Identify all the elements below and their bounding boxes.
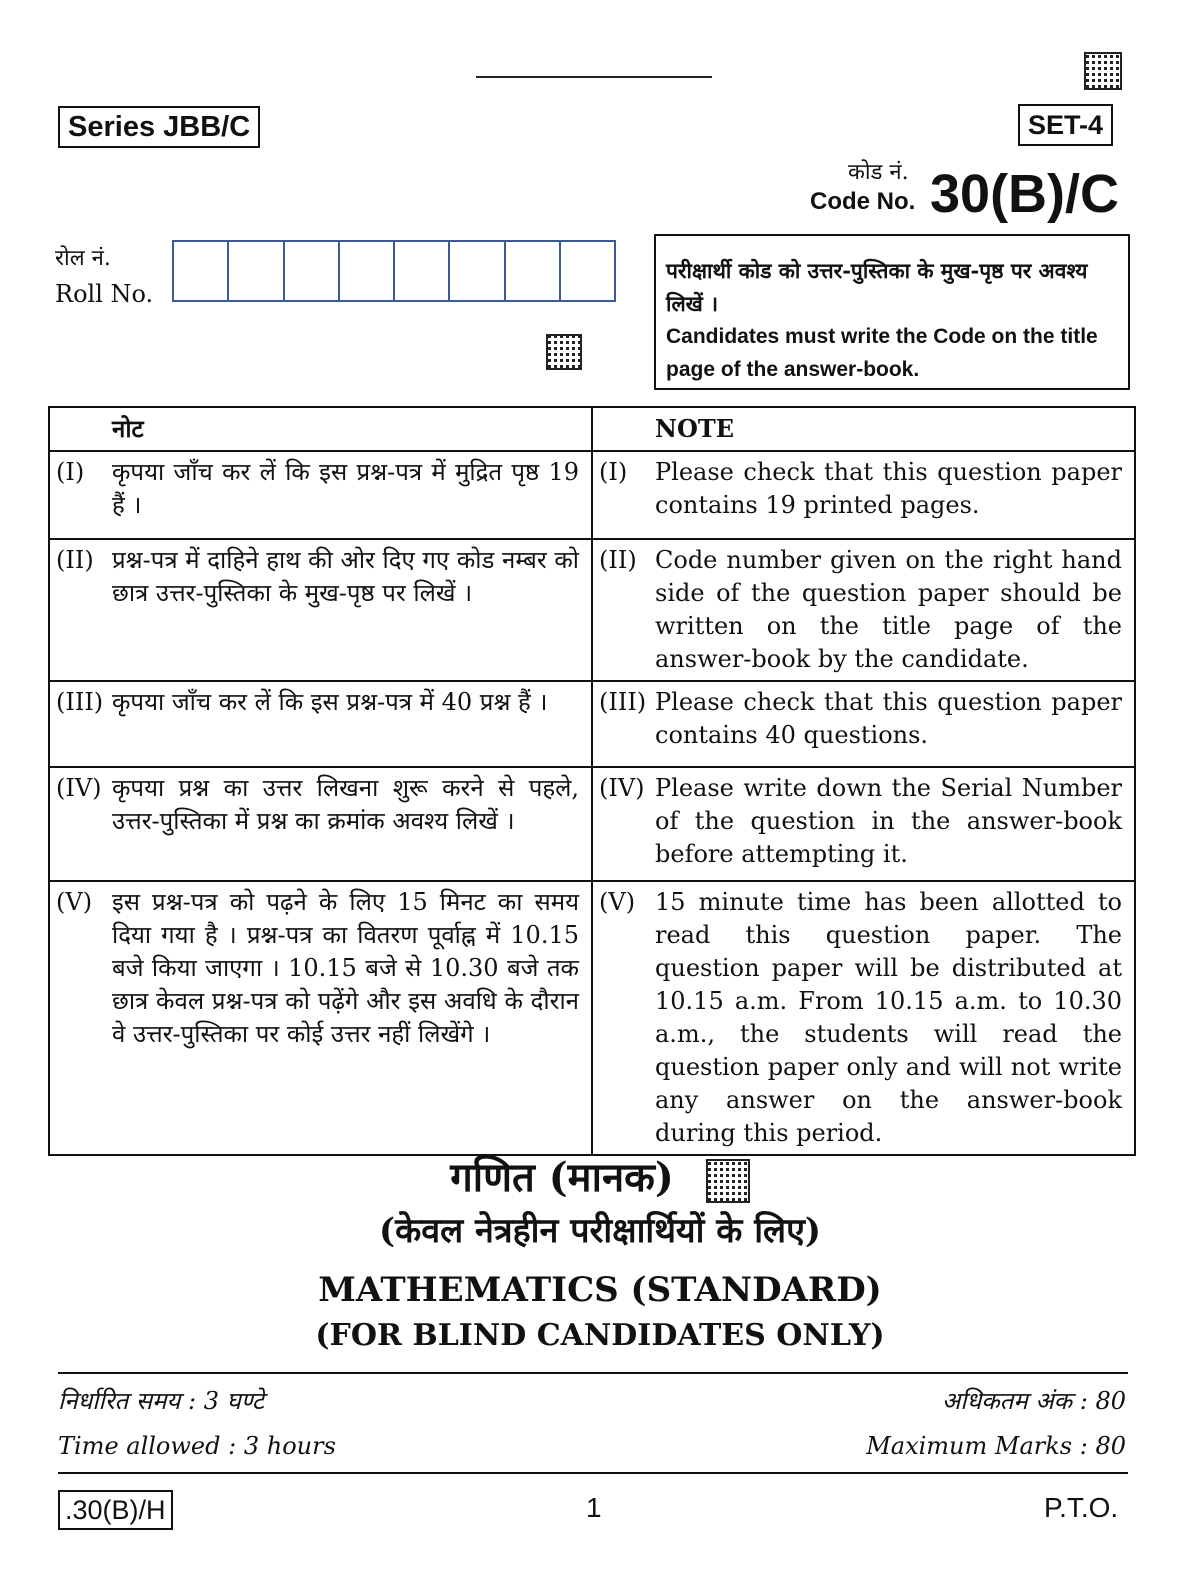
code-label-hindi: कोड नं. — [848, 160, 909, 185]
row-number: (III) — [56, 688, 104, 716]
divider — [58, 1472, 1128, 1474]
qr-code-icon — [546, 334, 582, 370]
roll-digit-box[interactable] — [506, 242, 561, 300]
candidate-instruction-box — [654, 234, 1130, 390]
roll-label-english: Roll No. — [55, 280, 154, 308]
row-number: (V) — [56, 888, 93, 916]
time-marks-hindi — [58, 1384, 1126, 1417]
table-row — [49, 681, 1135, 767]
note-heading-english: NOTE — [655, 414, 734, 443]
time-allowed-hindi: निर्धारित समय : 3 घण्टे — [58, 1387, 265, 1415]
row-number: (III) — [599, 688, 647, 716]
roll-digit-box[interactable] — [395, 242, 450, 300]
page-number: 1 — [586, 1492, 602, 1523]
subject-subtitle-english: (FOR BLIND CANDIDATES ONLY) — [315, 1318, 885, 1353]
roll-digit-box[interactable] — [174, 242, 229, 300]
set-label: SET-4 — [1018, 104, 1113, 146]
roll-digit-box[interactable] — [450, 242, 505, 300]
subject-title-english: MATHEMATICS (STANDARD) — [318, 1270, 882, 1310]
note-text-hindi: इस प्रश्न-पत्र को पढ़ने के लिए 15 मिनट का समय दिया गया है । प्रश्न-पत्र का वितरण पूर्वाह्न में 10.15 बजे किया जाएगा । 10.15 बजे से 10.30 बजे तक छात्र केवल प्रश्न-पत्र को पढ़ेंगे और इस अवधि के दौरान वे उत्तर-पुस्तिका पर कोई उत्तर नहीं लिखेंगे । — [112, 888, 579, 1048]
subject-subtitle-hindi: (केवल नेत्रहीन परीक्षार्थियों के लिए) — [379, 1211, 821, 1251]
code-number: 30(B)/C — [930, 164, 1120, 224]
note-text-english: Please write down the Serial Number of the question in the answer-book before attempting it. — [655, 774, 1122, 868]
roll-digit-box[interactable] — [340, 242, 395, 300]
table-row — [49, 767, 1135, 881]
note-text-hindi: प्रश्न-पत्र में दाहिने हाथ की ओर दिए गए कोड नम्बर को छात्र उत्तर-पुस्तिका के मुख-पृष्ठ पर लिखें । — [112, 546, 579, 607]
table-row — [49, 451, 1135, 539]
row-number: (I) — [599, 458, 628, 486]
row-number: (II) — [56, 546, 94, 574]
note-text-hindi: कृपया जाँच कर लें कि इस प्रश्न-पत्र में 40 प्रश्न हैं । — [112, 688, 548, 716]
row-number: (I) — [56, 458, 85, 486]
time-allowed-english: Time allowed : 3 hours — [58, 1432, 336, 1460]
row-number: (IV) — [599, 774, 645, 802]
roll-label-hindi: रोल नं. — [55, 246, 111, 271]
time-marks-english — [58, 1432, 1126, 1460]
table-row — [49, 539, 1135, 681]
roll-digit-box[interactable] — [561, 242, 614, 300]
note-heading-hindi: नोट — [112, 414, 144, 443]
note-table-header — [49, 407, 1135, 451]
note-text-english: Please check that this question paper contains 40 questions. — [655, 688, 1122, 749]
max-marks-hindi: अधिकतम अंक : 80 — [941, 1387, 1126, 1415]
max-marks-english: Maximum Marks : 80 — [866, 1432, 1126, 1460]
pto-label: P.T.O. — [1044, 1492, 1119, 1523]
note-text-hindi: कृपया जाँच कर लें कि इस प्रश्न-पत्र में मुद्रित पृष्ठ 19 हैं । — [112, 458, 579, 519]
note-text-english: Code number given on the right hand side of the question paper should be written on the title page of the answer-book by the candidate. — [655, 546, 1122, 673]
note-text-english: 15 minute time has been allotted to read this question paper. The question paper will be distributed at 10.15 a.m. From 10.15 a.m. to 10.30 a.m., the students will read the question paper only and will not write any answer on the answer-book during this period. — [655, 888, 1122, 1147]
qr-code-icon — [1084, 52, 1122, 90]
footer-code: .30(B)/H — [58, 1490, 173, 1530]
qr-code-icon — [706, 1159, 750, 1203]
subject-title-hindi — [0, 1148, 1200, 1203]
subject-title-hindi-text: गणित (मानक) — [450, 1154, 674, 1201]
table-row — [49, 881, 1135, 1155]
roll-digit-box[interactable] — [229, 242, 284, 300]
note-text-english: Please check that this question paper contains 19 printed pages. — [655, 458, 1122, 519]
note-table — [48, 406, 1136, 1156]
roll-number-boxes[interactable] — [172, 240, 616, 302]
divider — [58, 1372, 1128, 1374]
code-label-english: Code No. — [810, 188, 916, 215]
note-text-hindi: कृपया प्रश्न का उत्तर लिखना शुरू करने से पहले, उत्तर-पुस्तिका में प्रश्न का क्रमांक अवश्य लिखें । — [112, 774, 579, 835]
top-rule — [476, 76, 712, 78]
series-label: Series JBB/C — [58, 106, 260, 148]
roll-digit-box[interactable] — [285, 242, 340, 300]
candidate-note-english: Candidates must write the Code on the title page of the answer-book. — [666, 325, 1098, 381]
candidate-note-hindi: परीक्षार्थी कोड को उत्तर-पुस्तिका के मुख-पृष्ठ पर अवश्य लिखें । — [666, 258, 1088, 316]
row-number: (II) — [599, 546, 637, 574]
row-number: (IV) — [56, 774, 102, 802]
row-number: (V) — [599, 888, 636, 916]
